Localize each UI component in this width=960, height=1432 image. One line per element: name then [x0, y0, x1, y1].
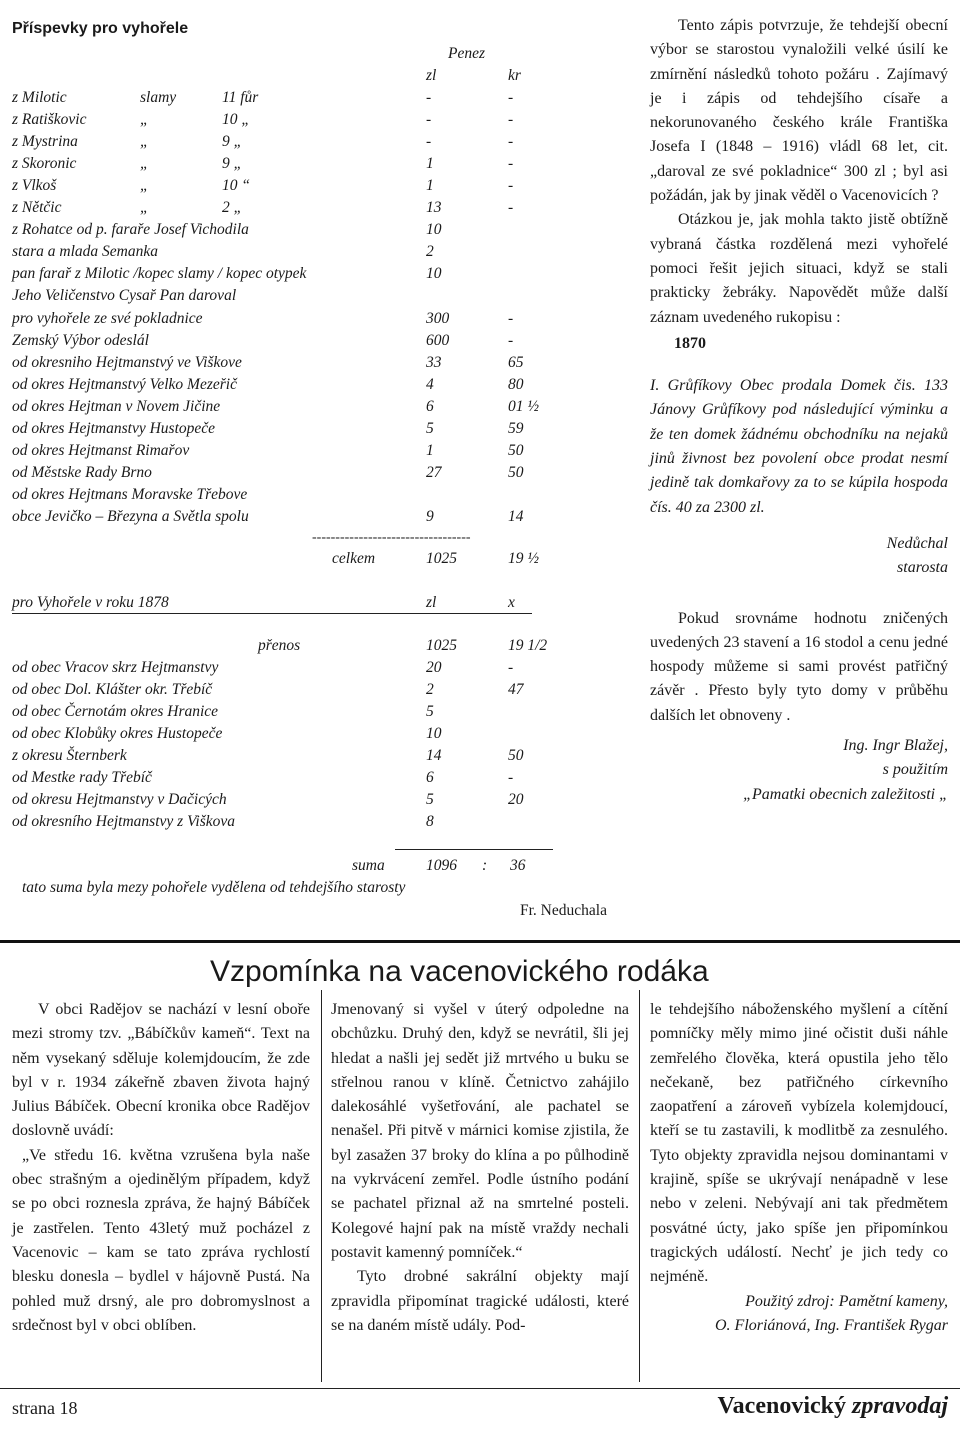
article-heading: Vzpomínka na vacenovického rodáka — [210, 955, 709, 988]
table-cell-d: 8 — [426, 813, 434, 831]
table-cell-a: z Skoronic — [12, 155, 77, 173]
table-cell-e: 59 — [508, 419, 524, 437]
footer-rule — [0, 1388, 960, 1389]
total-kr: 19 ½ — [508, 550, 539, 567]
table-cell-e: - — [508, 177, 514, 195]
table-cell-b: „ — [140, 111, 149, 129]
article-source-2: O. Floriánová, Ing. František Rygar — [714, 1316, 948, 1334]
table-cell-e: 14 — [508, 507, 524, 525]
table-cell-a: z Vlkoš — [12, 177, 57, 195]
table-cell-d: - — [426, 89, 432, 106]
table-cell-e: 50 — [508, 463, 524, 481]
header-kr: kr — [508, 67, 521, 84]
table-cell-e: - — [508, 133, 514, 151]
table-cell-a: pan farař z Milotic /kopec slamy / kopec otypek — [12, 265, 307, 283]
right-quote: I. Grůfíkovy Obec prodala Domek čis. 133 Jánovy Grůfíkovy pod následující výminku a že ten domek žádnému obchodníku na nejaků jinů živnost bez povolení obce prodat nesmí jedině tak domkařovy za to se kúpila hospoda čís. 40 za 2300 zl. — [650, 377, 948, 516]
right-credit-3: „Pamatki obecnich zaležitosti „ — [743, 785, 948, 803]
brand-subtitle: zpravodaj — [852, 1393, 948, 1419]
table-cell-e: - — [508, 155, 514, 173]
table-cell-a: od okres Hejtmanst Rimařov — [12, 441, 190, 459]
article-column-1 — [12, 998, 310, 1338]
table-cell-a: z Milotic — [12, 89, 67, 106]
header-penez: Penez — [448, 45, 486, 62]
table-cell-b: „ — [140, 177, 149, 195]
table-cell-e: 20 — [508, 791, 524, 809]
table-cell-a: obce Jevičko – Březyna a Světla spolu — [12, 507, 249, 525]
table-cell-a: od Městske Rady Brno — [12, 463, 152, 481]
table-cell-a: od okresniho Hejtmanstvý ve Viškove — [12, 353, 242, 371]
table-cell-d: 10 — [426, 221, 442, 239]
right-year: 1870 — [674, 334, 706, 352]
table-cell-a: od okresního Hejtmanstvy z Viškova — [12, 813, 235, 831]
table-cell-d: 10 — [426, 725, 442, 743]
table-cell-d: - — [426, 111, 432, 129]
right-credit-1: Ing. Ingr Blažej, — [843, 737, 948, 755]
table-cell-a: od okresu Hejtmanstvy v Dačicých — [12, 791, 227, 809]
table-cell-d: 14 — [426, 747, 442, 765]
table2-heading-zl: zl — [426, 594, 437, 611]
table-cell-a: od okres Hejtmanstvý Velko Mezeřič — [12, 375, 237, 393]
table-cell-e: - — [508, 199, 514, 217]
table-cell-d: 20 — [426, 659, 442, 676]
table-cell-e: 65 — [508, 353, 524, 371]
table-cell-e: - — [508, 331, 514, 349]
table-cell-b: slamy — [140, 89, 177, 106]
table-cell-e: - — [508, 309, 514, 327]
table-cell-d: - — [426, 133, 432, 151]
table-cell-d: 33 — [426, 353, 442, 371]
table-title: Příspevky pro vyhořele — [12, 20, 189, 37]
table-cell-d: 10 — [426, 265, 442, 283]
carry-kr: 19 1/2 — [508, 637, 548, 654]
article-column-3 — [650, 998, 948, 1338]
right-signature-title: starosta — [897, 559, 948, 577]
table2-heading: pro Vyhořele v roku 1878 — [12, 594, 169, 611]
table-cell-e: 50 — [508, 747, 524, 765]
table-cell-c: 9 „ — [222, 155, 243, 173]
table-cell-c: 11 fůr — [222, 89, 259, 106]
table-cell-a: z Mystrina — [12, 133, 78, 151]
table-cell-d: 300 — [426, 309, 450, 327]
table-cell-a: od okres Hejtmans Moravske Třebove — [12, 485, 248, 503]
brand-name: Vacenovický — [717, 1393, 846, 1419]
sum-note: tato suma byla mezy pohořele vydělena od tehdejšího starosty — [22, 879, 406, 896]
table-cell-d: 5 — [426, 419, 434, 437]
table-cell-a: od okres Hejtman v Novem Jičine — [12, 397, 221, 415]
table-cell-d: 1 — [426, 177, 434, 195]
table-cell-d: 1 — [426, 155, 434, 173]
table-signature: Fr. Neduchala — [520, 902, 607, 919]
carry-zl: 1025 — [426, 637, 457, 654]
table-cell-e: 50 — [508, 441, 524, 459]
carry-label: přenos — [258, 637, 301, 654]
table-cell-a: z okresu Šternberk — [12, 747, 127, 765]
article-col2-paragraph-1: Jmenovaný si vyšel v úterý odpoledne na obchůzku. Druhý den, když se nevrátil, šli jej hledat a našli jej sedět již mrtvého u buku se střelnou ranou v klíně. Četnictvo zahájilo dalekosáhlé vyšetřování, ale pachatel se nenašel. Při pitvě v márnici komise zjistila, že byl zasažen 37 broky do klína a po půlhodině na vykrvácení zemřel. Podle ústního podání se pachatel přiznal až na smrtelné posteli. Kolegové hajní pak na místě vraždy nechali postavit kamenný pomníček.“ — [331, 1001, 629, 1261]
table-cell-d: 6 — [426, 769, 434, 787]
sum-kr: 36 — [510, 857, 526, 874]
table-cell-a: od obec Dol. Klášter okr. Třebíč — [12, 681, 213, 699]
section-divider — [0, 940, 960, 943]
article-col1-paragraph-1: V obci Radějov se nachází v lesní oboře mezi stromy tzv. „Bábíčkův kameň“. Text na něm vysekaný sděluje kolemjdoucím, že zde byl v r. 1934 zákeřně zbaven života hajný Julius Bábíček. Obecní kronika obce Radějov doslovně uvádí: — [12, 1001, 310, 1140]
table-cell-d: 6 — [426, 397, 434, 415]
table-cell-a: z Nětčic — [12, 199, 62, 217]
article-col1-paragraph-2: „Ve středu 16. května vzrušena byla naše obec strašným a ojedinělým případem, když se po obci roznesla zpráva, že hajný Bábíček je zastřelen. Tento 43letý muž pocházel z Vacenovic – kam se tato zpráva rychlostí blesku donesla – bydlel v hájovně Pustá. Na pohled muž drsný, ale pro dobromyslnost a srdečnost byl v obci oblíben. — [12, 1146, 310, 1334]
table-cell-a: Jeho Veličenstvo Cysař Pan daroval — [12, 287, 237, 305]
table-cell-a: stara a mlada Semanka — [12, 243, 158, 261]
table-cell-c: 10 “ — [222, 177, 250, 195]
column-rule-2 — [639, 990, 640, 1382]
right-credit-2: s použitím — [882, 761, 948, 779]
right-signature-name: Nedůchal — [886, 534, 948, 552]
sum-zl: 1096 — [426, 857, 457, 874]
table-cell-d: 5 — [426, 703, 434, 721]
table-cell-b: „ — [140, 155, 149, 173]
table-cell-e: - — [508, 89, 514, 106]
table-cell-e: 47 — [508, 681, 524, 699]
table-cell-c: 9 „ — [222, 133, 243, 151]
table-cell-d: 13 — [426, 199, 442, 217]
article-col2-paragraph-2: Tyto drobné sakrální objekty mají zpravidla připomínat tragické události, které se na daném místě udály. Pod- — [331, 1268, 629, 1334]
table-cell-d: 9 — [426, 507, 434, 525]
table2-heading-x: x — [508, 594, 515, 611]
table-cell-d: 2 — [426, 681, 434, 699]
table-cell-a: od obec Klobůky okres Hustopeče — [12, 725, 223, 743]
page-number: strana 18 — [12, 1398, 78, 1418]
table-cell-b: „ — [140, 133, 149, 151]
dash-separator: ---------------------------------- — [312, 530, 471, 545]
table-cell-e: - — [508, 659, 514, 676]
table-cell-a: od obec Černotám okres Hranice — [12, 703, 219, 721]
article-source-1: Použitý zdroj: Pamětní kameny, — [745, 1292, 948, 1310]
table-cell-e: 80 — [508, 375, 524, 393]
table-cell-a: z Rohatce od p. faraře Josef Vichodila — [12, 221, 249, 239]
table-cell-d: 2 — [426, 243, 434, 261]
article-col3-paragraph-1: le tehdejšího náboženského myšlení a cítění pomníčky měly mimo jiné očistit duši náhle zemřelého člověka, která opustila jeho tělo nečekaně, bez patřičného církevního zaopatření a zároveň vybízela kolemjdoucí, kteří se tu zastavili, k modlitbě za zesnulého. Tyto objekty zpravidla nejsou dominantami v krajině, spíše se ukrývají nenápadně v lese nebo v zeleni. Nebývají ani tak předmětem posvátné úcty, jako spíše jen připomínkou tragických událostí. Nechť je jich tedy co nejméně. — [650, 1001, 948, 1286]
table-cell-e: - — [508, 769, 514, 787]
header-zl: zl — [426, 67, 437, 84]
sum-colon: : — [482, 857, 488, 874]
sum-label: suma — [352, 857, 385, 874]
table-cell-d: 27 — [426, 463, 442, 481]
article-column-2 — [331, 998, 629, 1338]
table-cell-d: 600 — [426, 331, 450, 349]
table-cell-a: Zemský Výbor odeslál — [12, 331, 149, 349]
table-cell-c: 10 „ — [222, 111, 250, 129]
heading-underline — [12, 613, 532, 614]
table-cell-d: 1 — [426, 441, 434, 459]
table-cell-b: „ — [140, 199, 149, 217]
column-rule-1 — [321, 990, 322, 1382]
right-column — [650, 14, 948, 807]
table-cell-d: 4 — [426, 375, 434, 393]
right-paragraph-3: Pokud srovnáme hodnotu zničených uvedených 23 stavení a 16 stodol a cenu jedné hospody můžeme si sami provést patřičný závěr . Přesto byly tyto domy v průběhu dalších let obnoveny . — [650, 609, 948, 724]
table-cell-a: pro vyhořele ze své pokladnice — [12, 309, 203, 327]
right-paragraph-2: Otázkou je, jak mohla takto jistě obtížně vybraná částka rozdělená mezi vyhořelé pomoci řešit jejich situaci, když se stali prakticky žebráky. Napovědět může další záznam uvedeného rukopisu : — [650, 211, 948, 326]
total-label: celkem — [332, 550, 376, 567]
table-cell-a: z Ratiškovic — [12, 111, 87, 129]
table-cell-c: 2 „ — [222, 199, 243, 217]
table-cell-a: od obec Vracov skrz Hejtmanstvy — [12, 659, 219, 676]
sum-rule — [395, 849, 553, 850]
table-cell-e: - — [508, 111, 514, 129]
table-cell-e: 01 ½ — [508, 397, 539, 415]
table-cell-a: od Mestke rady Třebíč — [12, 769, 152, 787]
right-paragraph-1: Tento zápis potvrzuje, že tehdejší obecní výbor se starostou vynaložili velké úsilí ke zmírnění následků tohoto požáru . Zajímavý je i zápis od tehdejšího císaře a nekorunovaného českého krále Františka Josefa I (1848 – 1916) vládl 68 let, cit. „daroval ze své pokladnice“ 300 zl ; byl asi požádán, jak by jinak věděl o Vacenovicích ? — [650, 17, 948, 205]
publication-brand — [718, 1393, 948, 1420]
total-zl: 1025 — [426, 550, 457, 567]
table-cell-a: od okres Hejtmanstvy Hustopeče — [12, 419, 216, 437]
table-cell-d: 5 — [426, 791, 434, 809]
